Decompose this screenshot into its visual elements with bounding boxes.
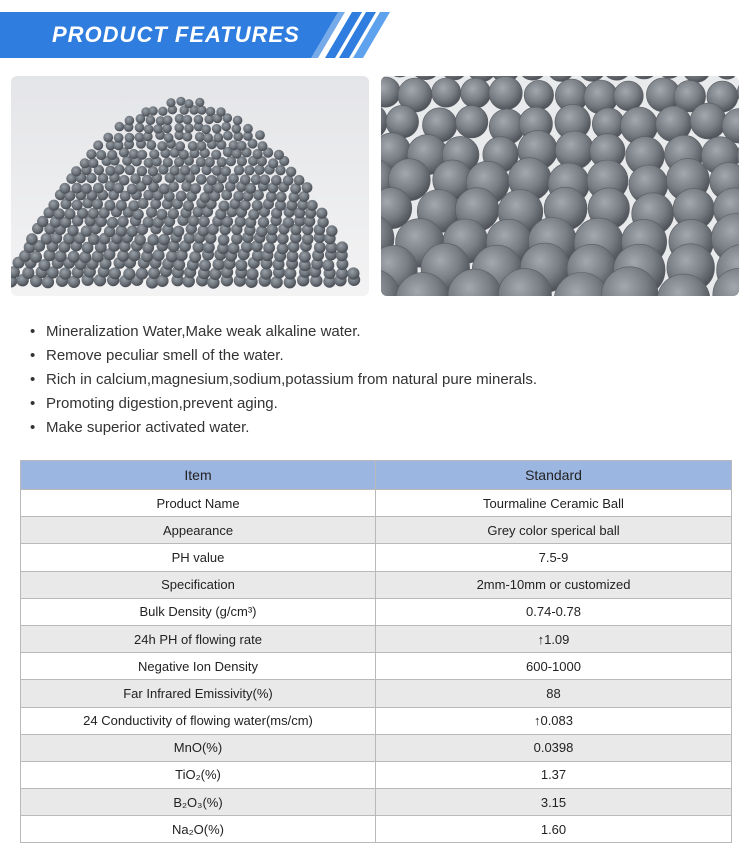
ceramic-ball (244, 165, 254, 175)
ceramic-ball (60, 183, 71, 194)
ceramic-ball (219, 201, 230, 212)
ceramic-ball (81, 183, 92, 194)
ceramic-ball (206, 175, 217, 186)
cell-item: MnO(%) (21, 734, 376, 761)
cell-item: 24h PH of flowing rate (21, 625, 376, 652)
ceramic-ball (206, 107, 215, 116)
ceramic-ball (180, 165, 190, 175)
product-image-pile (11, 76, 369, 296)
ceramic-ball (68, 251, 80, 263)
table-row (21, 490, 732, 517)
ceramic-ball (125, 116, 135, 126)
column-header-item: Item (21, 461, 376, 490)
table-row (21, 544, 732, 571)
ceramic-ball (64, 208, 75, 219)
ceramic-ball (322, 259, 334, 271)
ceramic-ball (137, 150, 147, 160)
ceramic-ball (125, 133, 135, 143)
ceramic-ball (274, 150, 284, 160)
ceramic-ball (196, 157, 206, 167)
ceramic-ball (252, 200, 263, 211)
ceramic-ball (524, 80, 553, 109)
bullet-icon: • (30, 419, 36, 436)
ceramic-ball (211, 150, 221, 160)
ceramic-ball (59, 267, 71, 279)
cell-item: Specification (21, 571, 376, 598)
ceramic-ball (107, 217, 118, 228)
ceramic-ball (283, 217, 294, 228)
ceramic-ball (109, 267, 121, 279)
ceramic-ball (116, 200, 127, 211)
ceramic-ball (41, 233, 53, 245)
feature-item (30, 370, 537, 394)
ceramic-ball (175, 141, 185, 151)
ceramic-ball (221, 166, 231, 176)
ceramic-ball (268, 158, 278, 168)
ceramic-ball (489, 76, 522, 109)
ceramic-ball (213, 133, 223, 143)
feature-item (30, 322, 537, 346)
ceramic-ball (128, 200, 139, 211)
ceramic-ball (26, 233, 38, 245)
cell-standard: 0.0398 (376, 734, 732, 761)
cell-standard: 3.15 (376, 789, 732, 816)
ceramic-ball (456, 106, 488, 138)
product-image-closeup (381, 76, 739, 296)
cell-standard: 88 (376, 680, 732, 707)
spec-table (20, 460, 732, 843)
ceramic-ball (157, 141, 167, 151)
cell-standard: 1.60 (376, 816, 732, 843)
cell-item: TiO₂(%) (21, 761, 376, 788)
section-header (0, 0, 750, 70)
table-row (21, 734, 732, 761)
table-row (21, 680, 732, 707)
cell-item: Far Infrared Emissivity(%) (21, 680, 376, 707)
ceramic-ball (183, 115, 193, 125)
ceramic-ball (104, 200, 115, 211)
ceramic-ball (146, 140, 156, 150)
ceramic-ball (314, 242, 326, 254)
ceramic-ball (156, 209, 167, 220)
ceramic-ball (258, 216, 269, 227)
ceramic-ball (183, 132, 193, 142)
cell-standard: ↑1.09 (376, 625, 732, 652)
ceramic-ball (240, 200, 251, 211)
cell-item: Product Name (21, 490, 376, 517)
cell-item: Bulk Density (g/cm³) (21, 598, 376, 625)
ceramic-ball (690, 103, 726, 139)
ceramic-ball (134, 234, 146, 246)
ceramic-ball (294, 175, 305, 186)
cell-item: 24 Conductivity of flowing water(ms/cm) (21, 707, 376, 734)
cell-item: B₂O₃(%) (21, 789, 376, 816)
bullet-icon: • (30, 323, 36, 340)
ceramic-ball (163, 115, 173, 125)
ceramic-ball (216, 107, 225, 116)
ceramic-ball (188, 141, 198, 151)
ceramic-ball (22, 267, 34, 279)
column-header-standard: Standard (376, 461, 732, 490)
ceramic-ball (72, 183, 83, 194)
ceramic-ball (163, 157, 173, 167)
ceramic-ball (137, 166, 147, 176)
ceramic-ball (277, 233, 289, 245)
ceramic-ball (254, 165, 264, 175)
ceramic-ball (243, 124, 253, 134)
ceramic-ball (199, 259, 211, 271)
table-row (21, 789, 732, 816)
bullet-icon: • (30, 347, 36, 364)
ceramic-ball (48, 200, 59, 211)
cell-standard: ↑0.083 (376, 707, 732, 734)
ceramic-ball (168, 208, 179, 219)
ceramic-ball (194, 115, 204, 125)
ceramic-ball (190, 183, 201, 194)
ceramic-ball (158, 234, 170, 246)
ceramic-ball (166, 98, 175, 107)
ceramic-ball (326, 225, 337, 236)
cell-item: Appearance (21, 517, 376, 544)
ceramic-ball (93, 140, 103, 150)
ceramic-ball (263, 242, 275, 254)
cell-standard: 0.74-0.78 (376, 598, 732, 625)
ceramic-ball (212, 124, 222, 134)
ceramic-ball (149, 149, 159, 159)
ceramic-ball (114, 164, 124, 174)
ceramic-ball (71, 166, 81, 176)
ceramic-ball (148, 106, 157, 115)
ceramic-ball (135, 132, 145, 142)
ceramic-ball (201, 125, 211, 135)
ceramic-ball (176, 97, 185, 106)
ceramic-ball (203, 133, 213, 143)
feature-item (30, 346, 537, 370)
feature-text: Make superior activated water. (46, 419, 250, 436)
ceramic-ball (183, 200, 194, 211)
table-row (21, 598, 732, 625)
feature-item (30, 418, 537, 442)
ceramic-ball (158, 107, 167, 116)
ceramic-ball (218, 234, 230, 246)
ceramic-ball (173, 226, 184, 237)
ceramic-ball (255, 130, 265, 140)
ceramic-ball (614, 81, 644, 111)
ceramic-ball (299, 251, 311, 263)
ceramic-ball (260, 174, 271, 185)
ceramic-ball (127, 226, 138, 237)
ceramic-ball (86, 149, 96, 159)
ceramic-ball (246, 268, 258, 280)
ceramic-ball (114, 133, 124, 143)
bullet-icon: • (30, 395, 36, 412)
table-row (21, 816, 732, 843)
ceramic-ball (176, 191, 187, 202)
cell-item: Na₂O(%) (21, 816, 376, 843)
bullet-icon: • (30, 371, 36, 388)
ceramic-ball (184, 123, 194, 133)
ceramic-ball (347, 267, 359, 279)
ceramic-ball (198, 216, 209, 227)
ceramic-ball (123, 268, 135, 280)
ceramic-ball (142, 175, 153, 186)
ceramic-ball (174, 123, 184, 133)
ceramic-ball (223, 131, 233, 141)
ceramic-ball (164, 133, 174, 143)
ceramic-ball (235, 259, 247, 271)
ceramic-ball (148, 267, 160, 279)
ceramic-ball (233, 116, 243, 126)
ceramic-ball (105, 166, 115, 176)
ceramic-ball (258, 141, 268, 151)
ceramic-ball (143, 216, 154, 227)
ceramic-ball (240, 175, 251, 186)
ceramic-ball (196, 174, 207, 185)
feature-list (30, 322, 537, 442)
ceramic-ball (235, 216, 246, 227)
ceramic-ball (307, 200, 318, 211)
feature-item (30, 394, 537, 418)
ceramic-ball (96, 150, 106, 160)
cell-standard: 2mm-10mm or customized (376, 571, 732, 598)
cell-standard: 1.37 (376, 761, 732, 788)
cell-standard: 7.5-9 (376, 544, 732, 571)
ceramic-ball (196, 141, 206, 151)
ceramic-ball (125, 165, 135, 175)
ceramic-ball (195, 132, 205, 142)
cell-standard: Tourmaline Ceramic Ball (376, 490, 732, 517)
ceramic-ball (115, 122, 125, 132)
feature-text: Mineralization Water,Make weak alkaline water. (46, 323, 361, 340)
cell-item: Negative Ion Density (21, 653, 376, 680)
feature-text: Rich in calcium,magnesium,sodium,potassium from natural pure minerals. (46, 371, 538, 388)
ceramic-ball (195, 98, 204, 107)
ceramic-ball (30, 251, 42, 263)
ceramic-ball (159, 183, 170, 194)
cell-item: PH value (21, 544, 376, 571)
ceramic-ball (88, 158, 98, 168)
ceramic-ball (184, 99, 193, 108)
cell-standard: 600-1000 (376, 653, 732, 680)
ceramic-ball (221, 122, 231, 132)
ceramic-ball (146, 115, 156, 125)
ceramic-ball (271, 175, 282, 186)
ceramic-ball (147, 234, 159, 246)
cell-standard: Grey color sperical ball (376, 517, 732, 544)
ceramic-ball (204, 115, 214, 125)
ceramic-ball (72, 200, 83, 211)
ceramic-ball (316, 208, 327, 219)
ceramic-ball (276, 192, 287, 203)
ceramic-ball (93, 183, 104, 194)
ceramic-ball (232, 124, 242, 134)
ceramic-ball (119, 175, 130, 186)
table-row (21, 571, 732, 598)
ceramic-ball (144, 124, 154, 134)
ceramic-ball (336, 241, 348, 253)
ceramic-ball (234, 165, 244, 175)
ceramic-ball (103, 133, 113, 143)
ceramic-ball (136, 268, 148, 280)
table-row (21, 625, 732, 652)
ceramic-ball (461, 78, 491, 108)
table-row (21, 707, 732, 734)
table-row (21, 653, 732, 680)
table-row (21, 761, 732, 788)
feature-text: Promoting digestion,prevent aging. (46, 395, 278, 412)
table-header-row (21, 461, 732, 490)
ceramic-ball (153, 124, 163, 134)
page-title: PRODUCT FEATURES (52, 22, 300, 47)
ceramic-ball (135, 123, 145, 133)
ceramic-ball (432, 78, 461, 107)
ceramic-ball (107, 150, 117, 160)
feature-text: Remove peculiar smell of the water. (46, 347, 284, 364)
ceramic-ball (286, 167, 296, 177)
ceramic-ball (237, 141, 247, 151)
table-row (21, 517, 732, 544)
